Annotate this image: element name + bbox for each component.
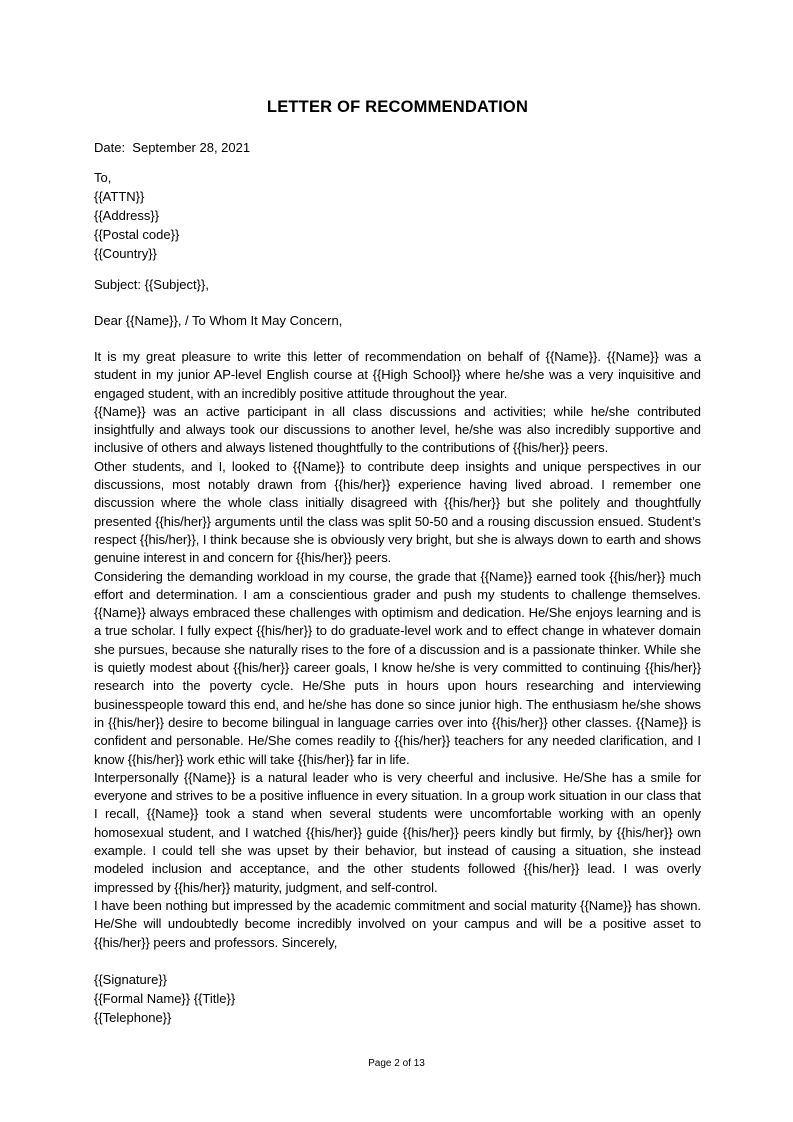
letter-paragraph: Interpersonally {{Name}} is a natural leader who is very cheerful and inclusive. He/She has a smile for everyone and strives to be a positive influence in every situation. In a group work situation in our class that I recall, {{Name}} took a stand when several students were uncomfortable working with an openly homosexual student, and I watched {{his/her}} guide {{his/her}} peers kindly but firmly, by {{his/her}} own example. I could tell she was upset by their behavior, but instead of causing a situation, she instead modeled inclusion and acceptance, and the other students followed {{his/her}} lead. I was overly impressed by {{his/her}} maturity, judgment, and self-control.: [94, 769, 701, 895]
letter-paragraph: Considering the demanding workload in my course, the grade that {{Name}} earned took {{his/her}} much effort and determination. I am a conscientious grader and push my students to challenge themselves. {{Name}} always embraced these challenges with optimism and dedication. He/She enjoys learning and is a true scholar. I fully expect {{his/her}} to do graduate-level work and to effect change in whatever domain she pursues, because she naturally rises to the fore of a discussion and is a passionate thinker. While she is quietly modest about {{his/her}} career goals, I know he/she is very committed to continuing {{his/her}} research into the poverty cycle. He/She puts in hours upon hours researching and interviewing businesspeople toward this end, and he/she has done so since junior high. The enthusiasm he/she shows in {{his/her}} desire to become bilingual in language carries over into {{his/her}} other classes. {{Name}} is confident and personable. He/She comes readily to {{his/her}} teachers for any needed clarification, and I know {{his/her}} work ethic will take {{his/her}} far in life.: [94, 568, 701, 767]
signature-line: {{Telephone}}: [94, 1009, 172, 1025]
signature-line: {{Signature}}: [94, 971, 168, 987]
letter-paragraph: Other students, and I, looked to {{Name}} to contribute deep insights and unique perspectives in our discussions, most notably drawn from {{his/her}} experience having lived abroad. I remember one discussion where the whole class initially disagreed with {{his/her}} but she politely and thoughtfully presented {{his/her}} arguments until the class was split 50-50 and a rousing discussion ensued. Student’s respect {{his/her}}, I think because she is obviously very bright, but she is always down to earth and shows genuine interest in and concern for {{his/her}} peers.: [94, 458, 701, 566]
date-line: Date: September 28, 2021: [94, 140, 251, 155]
recipient-line: {{ATTN}}: [94, 189, 145, 204]
signature-block: [94, 970, 701, 1027]
recipient-block: [94, 168, 701, 263]
page-number: Page 2 of 13: [368, 1058, 425, 1069]
letter-paragraph: {{Name}} was an active participant in all class discussions and activities; while he/she contributed insightfully and always took our discussions to another level, he/she was also incredibly supportive and inclusive of others and always listened thoughtfully to the contributions of {{his/her}} peers.: [94, 403, 701, 456]
recipient-line: {{Postal code}}: [94, 227, 180, 242]
document-title: LETTER OF RECOMMENDATION: [266, 98, 529, 116]
letter-paragraph: It is my great pleasure to write this letter of recommendation on behalf of {{Name}}. {{Name}} was a student in my junior AP-level English course at {{High School}} where he/she was a very inquisitive and engaged student, with an incredibly positive attitude throughout the year.: [94, 349, 701, 401]
signature-line: {{Formal Name}} {{Title}}: [94, 990, 236, 1006]
letter-paragraph: I have been nothing but impressed by the academic commitment and social maturity {{Name}} has shown. He/She will undoubtedly become incredibly involved on your campus and will be a positive asset to {{his/her}} peers and professors. Sincerely,: [94, 897, 701, 950]
letter-body: [94, 348, 701, 952]
recipient-line: To,: [94, 170, 112, 185]
subject-line: Subject: {{Subject}},: [94, 277, 209, 292]
recipient-line: {{Address}}: [94, 208, 160, 223]
letter-content: [94, 0, 701, 1027]
salutation: Dear {{Name}}, / To Whom It May Concern,: [94, 313, 343, 328]
recipient-line: {{Country}}: [94, 246, 157, 261]
